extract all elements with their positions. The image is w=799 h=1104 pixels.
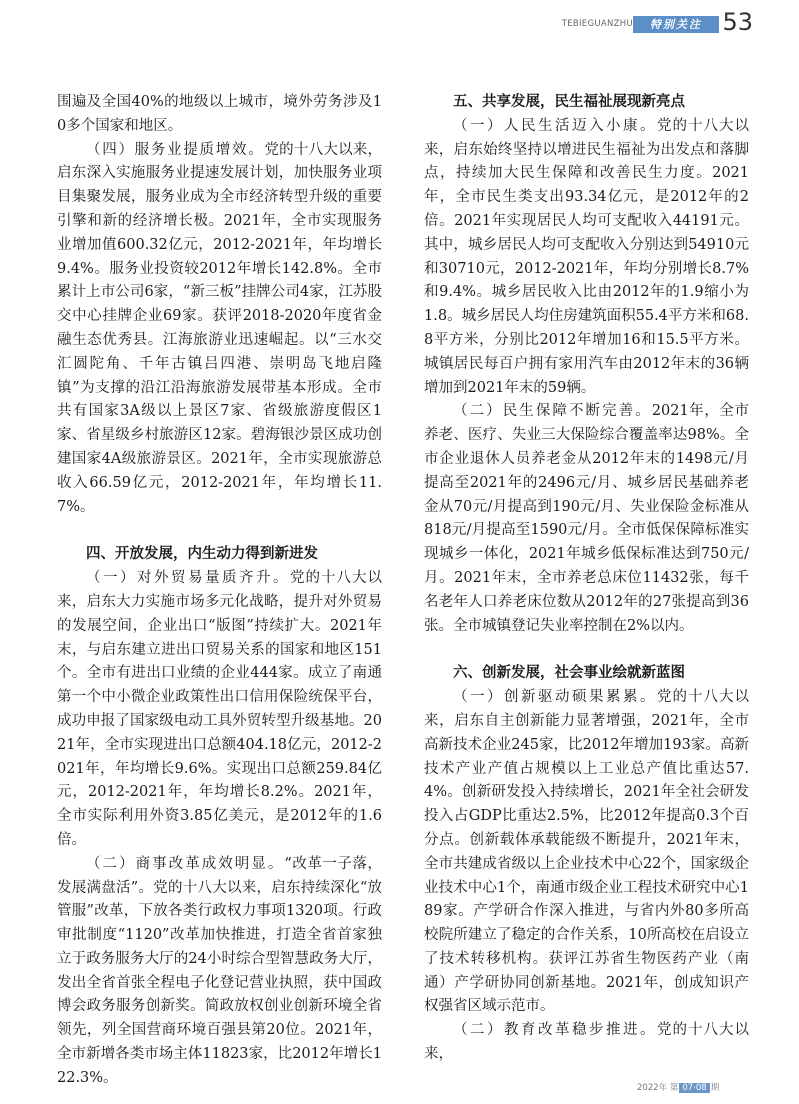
paragraph: [424, 400, 749, 638]
paragraph: [424, 686, 749, 1019]
page-footer: [637, 1081, 719, 1093]
paragraph-lead: （二）商事改革成效明显。: [86, 855, 285, 872]
right-column: [424, 91, 749, 1067]
paragraph: [57, 853, 382, 1091]
footer-qi: 期: [710, 1083, 720, 1093]
paragraph-lead: （一）对外贸易量质齐升。: [86, 570, 290, 587]
paragraph-lead: （二）教育改革稳步推进。: [453, 1022, 657, 1039]
paragraph: [57, 139, 382, 520]
paragraph: 围遍及全国40%的地级以上城市，境外劳务涉及10多个国家和地区。: [57, 94, 382, 134]
left-column: [57, 91, 382, 1091]
paragraph-text: 党的十八大以来，启东大力实施市场多元化战略，提升对外贸易的发展空间，企业出口“版图”持续扩大。2021年末，与启东建立进出口贸易关系的国家和地区151个。全市有进出口业绩的企业444家。成立了南通第一个中小微企业政策性出口信用保险统保平台，成功申报了国家级电动工具外贸转型升级基地。2021年，全市实现进出口总额404.18亿元，2012-2021年，年均增长9.6%。实现出口总额259.84亿元，2012-2021年，年均增长8.2%。2021年，全市实际利用外资3.85亿美元，是2012年的1.6倍。: [57, 570, 382, 848]
paragraph-text: 党的十八大以来，: [424, 1022, 749, 1063]
paragraph: [424, 115, 749, 401]
paragraph: [424, 1019, 749, 1067]
section-heading: 六、创新发展，社会事业绘就新蓝图: [453, 665, 685, 682]
page-number: 53: [722, 8, 753, 36]
paragraph-text: “改革一子落，发展满盘活”。党的十八大以来，启东持续深化“放管服”改革，下放各类行政权力事项1320项。行政审批制度“1120”改革加快推进，打造全省首家独立于政务服务大厅的24小时综合型智慧政务大厅，发出全省首张全程电子化登记营业执照，获中国政博会政务服务创新奖。简政放权创业创新环境全省领先，列全国营商环境百强县第20位。2021年，全市新增各类市场主体11823家，比2012年增长122.3%。: [57, 855, 382, 1086]
footer-issue: 07·08: [679, 1083, 709, 1093]
paragraph-text: 党的十八大以来，启东自主创新能力显著增强，2021年，全市高新技术企业245家，比2012年增加193家。高新技术产业产值占规模以上工业总产值比重达57.4%。创新研发投入持续增长，2021年全社会研发投入占GDP比重达2.5%，比2012年提高0.3个百分点。创新载体承载能级不断提升，2021年末，全市共建成省级以上企业技术中心22个，国家级企业技术中心1个，南通市级企业工程技术研究中心189家。产学研合作深入推进，与省内外80多所高校院所建立了稳定的合作关系，10所高校在启设立了技术转移机构。获评江苏省生物医药产业（南通）产学研协同创新基地。2021年，创成知识产权强省区域示范市。: [424, 689, 749, 1015]
section-pinyin: TEBIEGUANZHU: [561, 19, 633, 29]
paragraph-lead: （一）人民生活迈入小康。: [453, 117, 657, 134]
paragraph-lead: （一）创新驱动硕果累累。: [453, 689, 657, 706]
paragraph-lead: （四）服务业提质增效。: [86, 141, 265, 158]
paragraph-text: 党的十八大以来，启东深入实施服务业提速发展计划，加快服务业项目集聚发展，服务业成为全市经济转型升级的重要引擎和新的经济增长极。2021年，全市实现服务业增加值600.32亿元，2012-2021年，年均增长9.4%。服务业投资较2012年增长142.8%。全市累计上市公司6家，“新三板”挂牌公司4家，江苏股交中心挂牌企业69家。获评2018-2020年度省金融生态优秀县。江海旅游业迅速崛起。以“三水交汇圆陀角、千年古镇吕四港、崇明岛飞地启隆镇”为支撑的沿江沿海旅游发展带基本形成。全市共有国家3A级以上景区7家、省级旅游度假区1家、省星级乡村旅游区12家。碧海银沙景区成功创建国家4A级旅游景区。2021年，全市实现旅游总收入66.59亿元，2012-2021年，年均增长11.7%。: [57, 141, 383, 515]
paragraph-text: 2021年，全市养老、医疗、失业三大保险综合覆盖率达98%。全市企业退休人员养老金从2012年末的1498元/月提高至2021年的2496元/月、城乡居民基础养老金从70元/月提高到190元/月、失业保险金标准从818元/月提高至1590元/月。全市低保保障标准实现城乡一体化，2021年城乡低保标准达到750元/月。2021年末，全市养老总床位11432张，每千名老年人口养老床位数从2012年的27张提高到36张。全市城镇登记失业率控制在2%以内。: [424, 403, 750, 634]
paragraph: [57, 567, 382, 853]
footer-year: 2022年: [637, 1083, 668, 1093]
paragraph-text: 党的十八大以来，启东始终坚持以增进民生福祉为出发点和落脚点，持续加大民生保障和改善民生力度。2021年，全市民生类支出93.34亿元，是2012年的2倍。2021年实现居民人均可支配收入44191元。其中，城乡居民人均可支配收入分别达到54910元和30710元，2012-2021年，年均分别增长8.7%和9.4%。城乡居民收入比由2012年的1.9缩小为1.8。城乡居民人均住房建筑面积55.4平方米和68.8平方米，分别比2012年增加16和15.5平方米。城镇居民每百户拥有家用汽车由2012年末的36辆增加到2021年末的59辆。: [424, 117, 749, 396]
page-header: [0, 0, 799, 48]
section-heading: 五、共享发展，民生福祉展现新亮点: [453, 94, 685, 110]
footer-di: 第: [669, 1083, 679, 1093]
section-badge: 特别关注: [633, 16, 719, 33]
section-heading: 四、开放发展，内生动力得到新进发: [86, 546, 318, 563]
paragraph-lead: （二）民生保障不断完善。: [453, 403, 652, 420]
